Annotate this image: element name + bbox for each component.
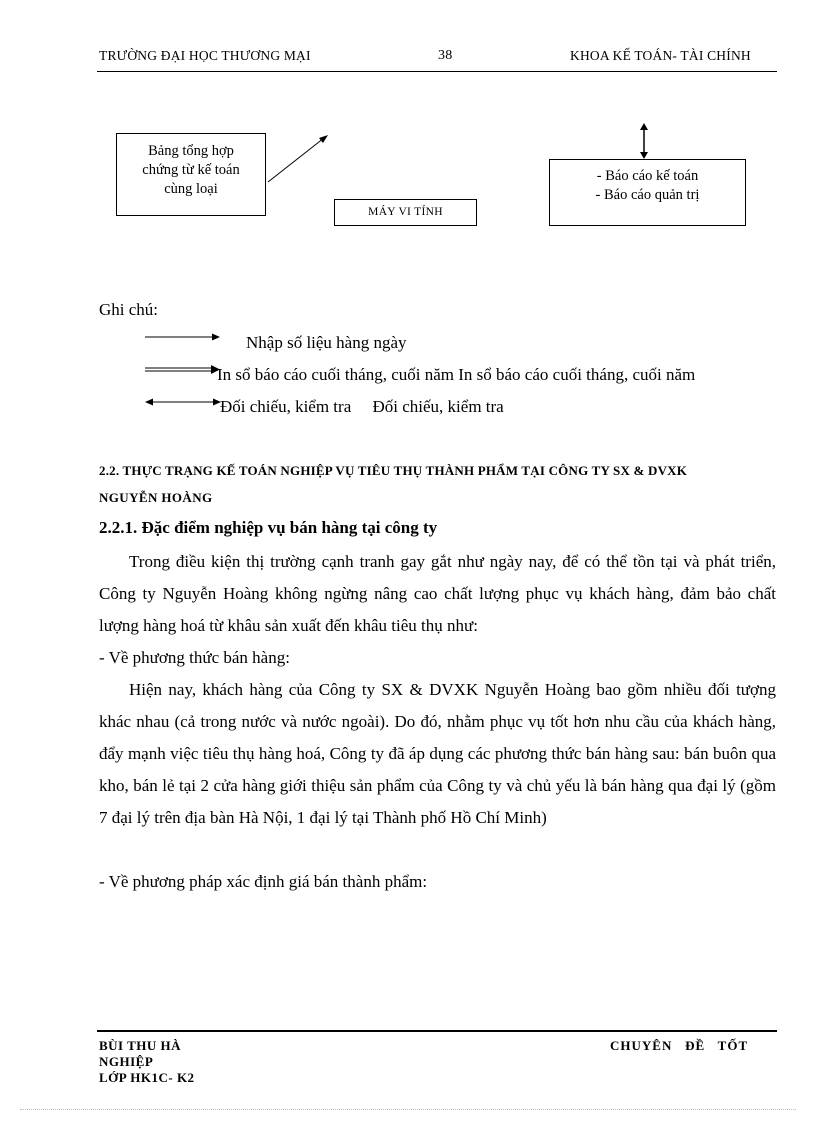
reports-box-line: - Báo cáo kế toán xyxy=(596,168,699,184)
legend-title: Ghi chú: xyxy=(99,300,159,319)
double-line-arrow-icon xyxy=(144,362,224,378)
legend-item-reconcile: Đối chiếu, kiểm tra Đối chiếu, kiểm tra xyxy=(220,397,504,416)
summary-voucher-box xyxy=(116,133,266,216)
bullet-pricing-method: - Về phương pháp xác định giá bán thành phẩm: xyxy=(99,872,428,891)
summary-box-line: cùng loại xyxy=(164,181,218,197)
reports-box-line: - Báo cáo quản trị xyxy=(595,187,700,203)
header-faculty: KHOA KẾ TOÁN- TÀI CHÍNH xyxy=(570,48,751,63)
footer-thesis-label: CHUYÊN ĐỀ TỐT xyxy=(610,1038,749,1053)
footer-author-line2: NGHIỆP xyxy=(99,1054,154,1069)
paragraph-sales-method: Hiện nay, khách hàng của Công ty SX & DVXK Nguyễn Hoàng bao gồm nhiều đối tượng khác nhau (cả trong nước và nước ngoài). Do đó, nhằm phục vụ tốt hơn nhu cầu của khách hàng, đẩy mạnh việc tiêu thụ hàng hoá, Công ty đã áp dụng các phương thức bán hàng sau: bán buôn qua kho, bán lẻ tại 2 cửa hàng giới thiệu sản phẩm của Công ty và chủ yếu là bán hàng qua đại lý (gồm 7 đại lý trên địa bàn Hà Nội, 1 đại lý tại Thành phố Hồ Chí Minh) xyxy=(99,680,776,827)
legend-item-print-reports: In sổ báo cáo cuối tháng, cuối năm In sổ báo cáo cuối tháng, cuối năm xyxy=(217,365,696,384)
header-rule xyxy=(97,71,777,72)
page-bottom-divider xyxy=(20,1109,796,1110)
reports-box xyxy=(549,159,746,226)
footer-author-class: LỚP HK1C- K2 xyxy=(99,1070,195,1085)
computer-box: MÁY VI TÍNH xyxy=(334,199,477,226)
subsection-heading: 2.2.1. Đặc điểm nghiệp vụ bán hàng tại công ty xyxy=(99,518,438,537)
footer-author-name: BÙI THU HÀ xyxy=(99,1038,182,1053)
section-heading-line2: NGUYỄN HOÀNG xyxy=(99,490,213,505)
single-arrow-icon xyxy=(144,330,224,344)
summary-box-line: chứng từ kế toán xyxy=(142,162,240,178)
bullet-sales-method: - Về phương thức bán hàng: xyxy=(99,648,290,667)
page-number: 38 xyxy=(438,48,453,63)
diagonal-arrow-icon xyxy=(262,128,334,188)
double-headed-arrow-icon xyxy=(144,395,224,409)
section-heading-line1: 2.2. THỰC TRẠNG KẾ TOÁN NGHIỆP VỤ TIÊU THỤ THÀNH PHẨM TẠI CÔNG TY SX & DVXK xyxy=(99,463,688,478)
summary-box-line: Bảng tổng hợp xyxy=(148,143,234,159)
footer-rule xyxy=(97,1030,777,1032)
header-school: TRƯỜNG ĐẠI HỌC THƯƠNG MẠI xyxy=(99,48,311,63)
double-arrow-vertical-icon xyxy=(636,122,652,160)
footer-author xyxy=(99,1038,195,1086)
legend-item-daily-input: Nhập số liệu hàng ngày xyxy=(246,333,407,352)
paragraph-intro: Trong điều kiện thị trường cạnh tranh gay gắt như ngày nay, để có thể tồn tại và phát triển, Công ty Nguyễn Hoàng không ngừng nâng cao chất lượng phục vụ khách hàng, đảm bảo chất lượng hàng hoá từ khâu sản xuất đến khâu tiêu thụ như: xyxy=(99,552,776,635)
